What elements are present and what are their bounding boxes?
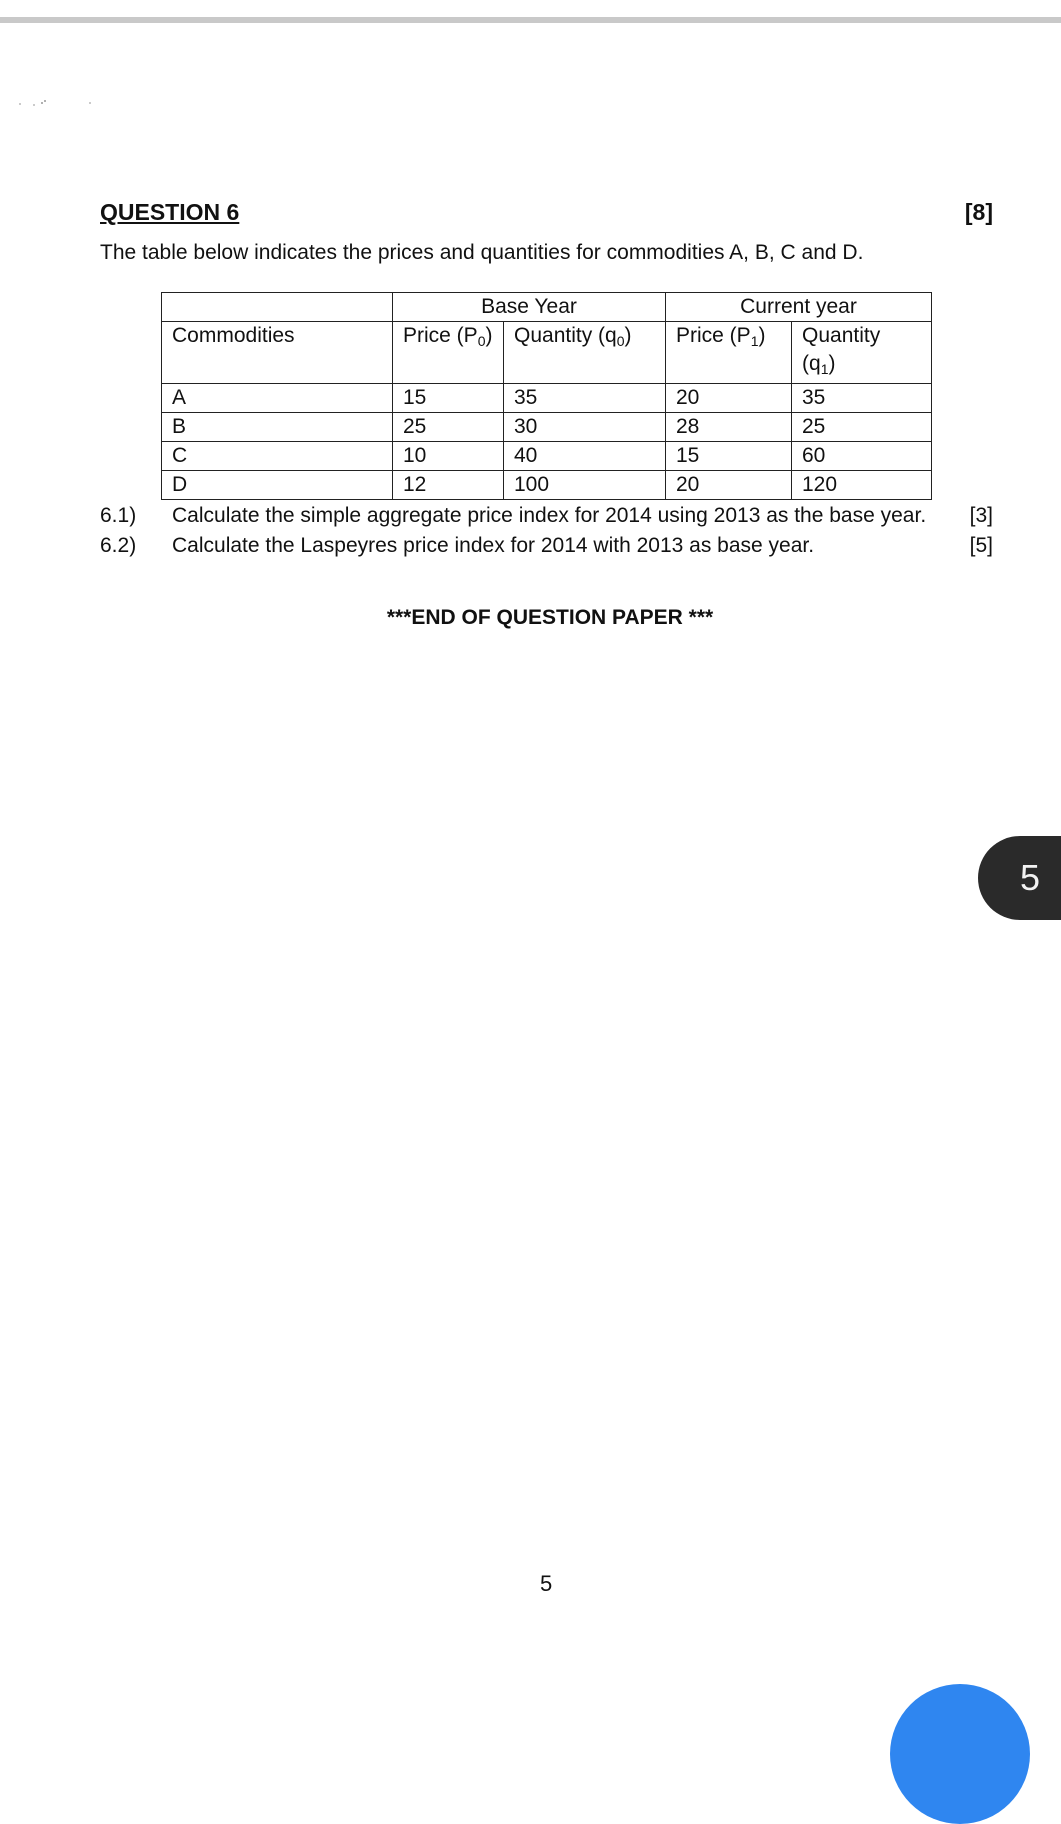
commodities-header: Commodities (162, 322, 393, 384)
commodity-cell: B (162, 413, 393, 442)
quantity-q1-header: Quantity $(q_1)$ (792, 322, 932, 384)
end-of-paper-text: ***END OF QUESTION PAPER *** (386, 606, 714, 629)
q0-cell: 30 (504, 413, 666, 442)
scan-specks (18, 98, 98, 108)
table-row (162, 442, 932, 471)
subquestion-text: Calculate the simple aggregate price index for 2014 using 2013 as the base year. (172, 504, 927, 527)
subquestion-number: 6.1) (100, 504, 137, 527)
q1-cell: 120 (792, 471, 932, 500)
current-year-header: Current year (666, 293, 932, 322)
base-year-header: Base Year (393, 293, 666, 322)
page-indicator-badge[interactable]: 5 (978, 836, 1061, 920)
question-heading: QUESTION 6 (100, 199, 240, 225)
p0-cell: 10 (393, 442, 504, 471)
price-p0-header: Price $(P_0)$ (393, 322, 504, 384)
empty-corner-cell (162, 293, 393, 322)
table-row (162, 413, 932, 442)
subquestion-marks: [3] (969, 504, 993, 527)
price-quantity-table (161, 292, 932, 500)
p1-cell: 28 (666, 413, 792, 442)
subquestion-marks: [5] (969, 534, 993, 557)
commodity-cell: D (162, 471, 393, 500)
subquestion-number: 6.2) (100, 534, 137, 557)
p1-cell: 15 (666, 442, 792, 471)
p0-cell: 25 (393, 413, 504, 442)
quantity-q0-header: Quantity $(q_0)$ (504, 322, 666, 384)
q1-cell: 35 (792, 384, 932, 413)
question-marks: [8] (964, 199, 993, 225)
p1-cell: 20 (666, 471, 792, 500)
p1-cell: 20 (666, 384, 792, 413)
top-divider (0, 17, 1061, 23)
commodity-cell: C (162, 442, 393, 471)
floating-action-button[interactable] (890, 1684, 1030, 1824)
q0-cell: 35 (504, 384, 666, 413)
table-row (162, 384, 932, 413)
q1-cell: 60 (792, 442, 932, 471)
price-p1-header: Price $(P_1)$ (666, 322, 792, 384)
q0-cell: 100 (504, 471, 666, 500)
question-intro: The table below indicates the prices and quantities for commodities A, B, C and D. (100, 241, 864, 264)
commodity-cell: A (162, 384, 393, 413)
p0-cell: 12 (393, 471, 504, 500)
p0-cell: 15 (393, 384, 504, 413)
subquestion-text: Calculate the Laspeyres price index for 2014 with 2013 as base year. (172, 534, 815, 557)
q0-cell: 40 (504, 442, 666, 471)
q1-cell: 25 (792, 413, 932, 442)
table-group-header-row (162, 293, 932, 322)
page-number: 5 (540, 1571, 553, 1596)
table-column-header-row (162, 322, 932, 384)
table-row (162, 471, 932, 500)
